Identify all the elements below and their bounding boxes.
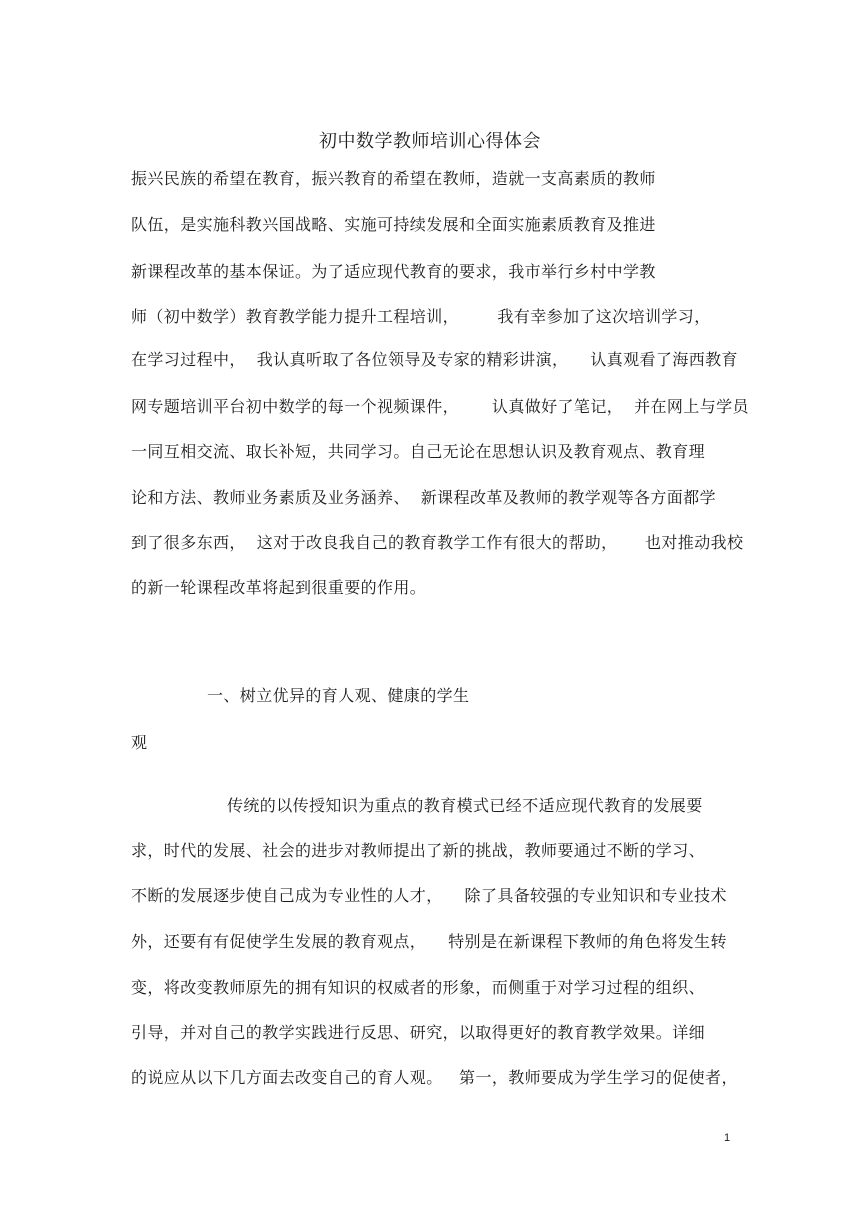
body-line: 不断的发展逐步使自己成为专业性的人才， 除了具备较强的专业知识和专业技术 xyxy=(131,886,727,905)
page-number: 1 xyxy=(724,1132,731,1144)
section-heading-continuation: 观 xyxy=(131,733,148,752)
intro-line: 的新一轮课程改革将起到很重要的作用。 xyxy=(131,578,427,597)
body-line: 求，时代的发展、社会的进步对教师提出了新的挑战，教师要通过不断的学习、 xyxy=(131,841,706,860)
body-line: 外，还要有有促使学生发展的教育观点， 特别是在新课程下教师的角色将发生转 xyxy=(131,932,727,951)
intro-line: 到了很多东西， 这对于改良我自己的教育教学工作有很大的帮助， 也对推动我校 xyxy=(131,533,744,552)
intro-line: 师（初中数学）教育教学能力提升工程培训， 我有幸参加了这次培训学习， xyxy=(131,307,711,326)
intro-line: 队伍，是实施科教兴国战略、实施可持续发展和全面实施素质教育及推进 xyxy=(131,215,656,234)
intro-line: 网专题培训平台初中数学的每一个视频课件， 认真做好了笔记， 并在网上与学员 xyxy=(131,397,749,416)
section-heading: 一、树立优异的育人观、健康的学生 xyxy=(207,686,470,705)
intro-line: 一同互相交流、取长补短，共同学习。自己无论在思想认识及教育观点、教育理 xyxy=(131,442,706,461)
body-line: 变，将改变教师原先的拥有知识的权威者的形象，而侧重于对学习过程的组织、 xyxy=(131,978,706,997)
intro-line: 新课程改革的基本保证。为了适应现代教育的要求，我市举行乡村中学教 xyxy=(131,262,656,281)
body-line: 引导，并对自己的教学实践进行反思、研究，以取得更好的教育教学效果。详细 xyxy=(131,1023,706,1042)
body-line: 的说应从以下几方面去改变自己的育人观。 第一，教师要成为学生学习的促使者， xyxy=(131,1068,738,1087)
intro-line: 振兴民族的希望在教育，振兴教育的希望在教师，造就一支高素质的教师 xyxy=(131,169,656,188)
intro-line: 在学习过程中， 我认真听取了各位领导及专家的精彩讲演， 认真观看了海西教育 xyxy=(131,350,738,369)
document-title: 初中数学教师培训心得体会 xyxy=(319,131,541,152)
intro-line: 论和方法、教师业务素质及业务涵养、 新课程改革及教师的教学观等各方面都学 xyxy=(131,488,716,507)
body-line: 传统的以传授知识为重点的教育模式已经不适应现代教育的发展要 xyxy=(227,796,703,815)
